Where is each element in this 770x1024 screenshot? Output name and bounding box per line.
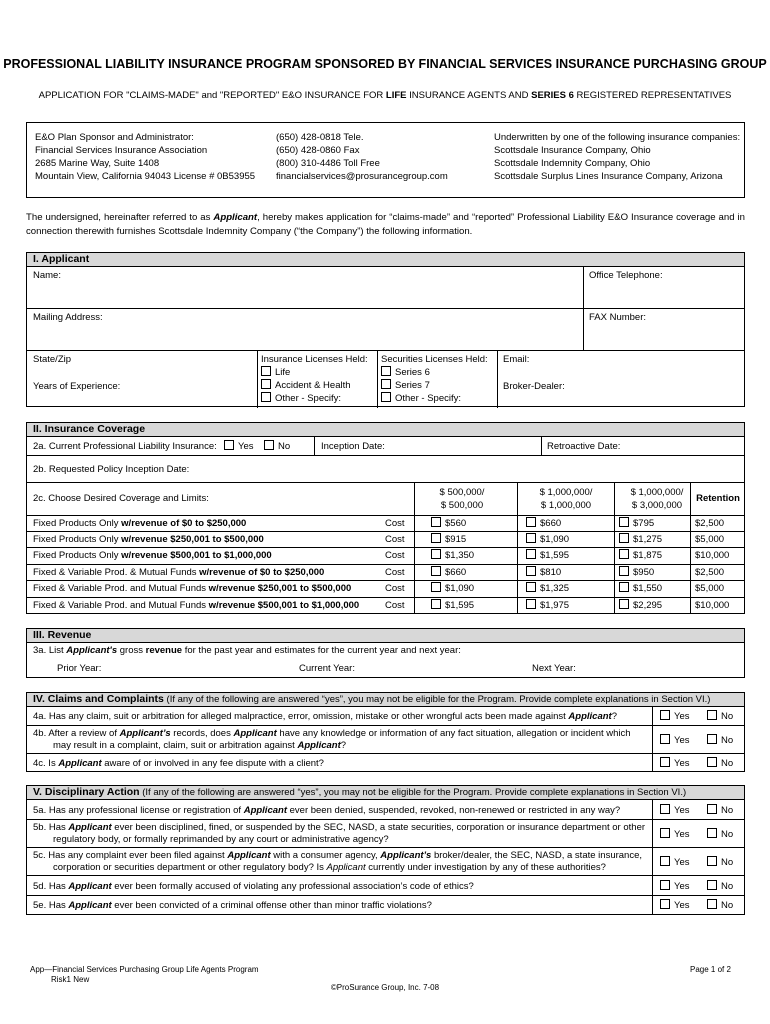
- checkbox[interactable]: [619, 533, 629, 543]
- price-value: $660: [540, 518, 562, 529]
- yes-option[interactable]: [660, 880, 690, 892]
- option-label: No: [721, 857, 734, 868]
- section-heading: I. Applicant: [27, 253, 744, 267]
- intro-paragraph: [26, 211, 745, 239]
- price-value: $560: [445, 518, 467, 529]
- checkbox[interactable]: [660, 856, 670, 866]
- question-text: 5d. Has: [33, 881, 69, 892]
- table-row: [27, 516, 744, 532]
- question-text: records, does: [170, 728, 234, 739]
- price-value: $950: [633, 567, 655, 578]
- retention-value: $10,000: [695, 600, 730, 611]
- question-4a: [33, 710, 617, 723]
- table-row: [27, 581, 744, 598]
- option-label: Yes: [674, 829, 690, 840]
- question-text: ever been formally accused of violating any professional association’s code of ethics?: [111, 881, 474, 892]
- no-option[interactable]: [707, 804, 733, 816]
- checkbox[interactable]: [526, 549, 536, 559]
- section-claims: [26, 692, 745, 772]
- question-text: ever been disciplined, fined, or suspended by the SEC, NASD, a state securities, corporation or insurance department or other: [111, 822, 646, 833]
- current-insurance-yes[interactable]: [224, 440, 254, 453]
- no-option[interactable]: [707, 710, 733, 722]
- row-label-revenue: w/revenue $500,001 to $1,000,000: [121, 550, 272, 561]
- yes-option[interactable]: [660, 804, 690, 816]
- checkbox[interactable]: [619, 517, 629, 527]
- mailing-row: [27, 309, 744, 351]
- question-row: [27, 848, 744, 876]
- price-option[interactable]: [431, 549, 474, 562]
- row-label-revenue: w/revenue $500,001 to $1,000,000: [208, 600, 360, 611]
- yes-option[interactable]: [660, 710, 690, 722]
- footer-page-number: Page 1 of 2: [690, 965, 731, 974]
- question-text: aware of or involved in any fee dispute with a client?: [101, 758, 324, 769]
- question-applicant: Applicant: [297, 740, 341, 751]
- limit-500k-header: [422, 486, 502, 512]
- checkbox[interactable]: [526, 599, 536, 609]
- section-coverage: [26, 422, 745, 614]
- price-value: $1,350: [445, 550, 475, 561]
- question-5a: [33, 804, 620, 817]
- price-value: $915: [445, 534, 467, 545]
- price-option[interactable]: [526, 582, 569, 595]
- checkbox[interactable]: [526, 566, 536, 576]
- name-field[interactable]: Name:: [33, 270, 61, 281]
- table-row: [27, 548, 744, 565]
- limit-3m-header: [617, 486, 697, 512]
- checkbox[interactable]: [431, 533, 441, 543]
- row-label: [33, 599, 359, 612]
- row-label: [33, 533, 264, 546]
- checkbox[interactable]: [707, 880, 717, 890]
- option-label: No: [721, 881, 734, 892]
- checkbox[interactable]: [707, 828, 717, 838]
- price-option[interactable]: [619, 517, 654, 530]
- question-text: have any knowledge or information of any fact situation, allegation or incident which: [276, 728, 631, 739]
- inception-date-field[interactable]: Inception Date:: [321, 441, 385, 452]
- checkbox[interactable]: [224, 440, 234, 450]
- section-heading: [27, 786, 744, 800]
- current-insurance-row: [27, 437, 744, 456]
- checkbox[interactable]: [707, 734, 717, 744]
- checkbox[interactable]: [660, 804, 670, 814]
- section-heading: III. Revenue: [27, 629, 744, 643]
- question-text: with a consumer agency,: [270, 850, 381, 861]
- price-option[interactable]: [526, 566, 561, 579]
- price-option[interactable]: [619, 549, 662, 562]
- license-other-option[interactable]: [261, 392, 341, 405]
- cost-label: Cost: [385, 583, 405, 594]
- price-value: $1,275: [633, 534, 663, 545]
- state-zip-field[interactable]: State/Zip: [33, 354, 72, 365]
- limits-header-row: [27, 483, 744, 516]
- price-value: $1,090: [445, 583, 475, 594]
- page-title: PROFESSIONAL LIABILITY INSURANCE PROGRAM SPONSORED BY FINANCIAL SERVICES INSURANCE PURCHASING GROUP: [3, 57, 767, 71]
- subtitle-life: LIFE: [385, 90, 407, 101]
- current-insurance-label: 2a. Current Professional Liability Insurance:: [33, 441, 217, 452]
- current-year-field[interactable]: Current Year:: [299, 663, 355, 674]
- question-text: 5b. Has: [33, 822, 69, 833]
- checkbox[interactable]: [264, 440, 274, 450]
- price-value: $660: [445, 567, 467, 578]
- question-text: ever been convicted of a criminal offense other than minor traffic violations?: [111, 900, 432, 911]
- question-5c-cont: [53, 861, 606, 874]
- checkbox[interactable]: [431, 582, 441, 592]
- question-row: [27, 707, 744, 726]
- sponsor-column: [35, 131, 255, 183]
- question-text: 5a. Has any professional license or registration of: [33, 805, 244, 816]
- office-telephone-field[interactable]: Office Telephone:: [589, 270, 663, 281]
- revenue-question: [33, 644, 461, 657]
- requested-inception-row: [27, 456, 744, 483]
- option-label: Yes: [674, 857, 690, 868]
- section-disciplinary: [26, 785, 745, 915]
- checkbox[interactable]: [707, 757, 717, 767]
- no-option[interactable]: [707, 856, 733, 868]
- option-label: No: [721, 735, 734, 746]
- section-heading: II. Insurance Coverage: [27, 423, 744, 437]
- contact-email[interactable]: financialservices@prosurancegroup.com: [276, 171, 448, 182]
- price-option[interactable]: [526, 599, 569, 612]
- question-applicant: Applicant: [68, 822, 112, 833]
- no-option[interactable]: [707, 828, 733, 840]
- limit-text: $ 3,000,000: [631, 500, 683, 511]
- section-heading: [27, 693, 744, 707]
- table-row: [27, 532, 744, 548]
- row-label: [33, 582, 351, 595]
- price-option[interactable]: [619, 582, 662, 595]
- subtitle-text: REGISTERED REPRESENTATIVES: [573, 90, 732, 101]
- requested-inception-field[interactable]: 2b. Requested Policy Inception Date:: [33, 464, 190, 475]
- option-label: No: [721, 711, 734, 722]
- question-applicant: Applicant: [326, 862, 366, 873]
- license-life-option[interactable]: [261, 366, 290, 379]
- price-value: $1,875: [633, 550, 663, 561]
- price-option[interactable]: [431, 599, 474, 612]
- option-label: Series 7: [395, 380, 430, 391]
- question-applicant: Applicant: [68, 881, 112, 892]
- section-applicant: [26, 252, 745, 407]
- question-applicant: Applicant's: [66, 645, 118, 656]
- question-applicant: Applicant: [568, 711, 612, 722]
- checkbox[interactable]: [619, 566, 629, 576]
- checkbox[interactable]: [261, 379, 271, 389]
- checkbox[interactable]: [619, 599, 629, 609]
- checkbox[interactable]: [619, 549, 629, 559]
- checkbox[interactable]: [431, 599, 441, 609]
- years-experience-field[interactable]: Years of Experience:: [33, 381, 121, 392]
- row-label: [33, 566, 324, 579]
- retention-value: $2,500: [695, 567, 725, 578]
- cost-label: Cost: [385, 534, 405, 545]
- table-row: [27, 565, 744, 581]
- row-label-text: Fixed & Variable Prod. and Mutual Funds: [33, 583, 209, 594]
- no-option[interactable]: [707, 899, 733, 911]
- securities-other-option[interactable]: [381, 392, 461, 405]
- question-text: 4a. Has any claim, suit or arbitration for alleged malpractice, error, omission, mistake or other wrongful acts been made against: [33, 711, 569, 722]
- contact-line: (800) 310-4486 Toll Free: [276, 158, 380, 169]
- prior-year-field[interactable]: Prior Year:: [57, 663, 102, 674]
- checkbox[interactable]: [660, 899, 670, 909]
- underwriter-line: Scottsdale Insurance Company, Ohio: [494, 145, 651, 156]
- row-label-revenue: w/revenue of $0 to $250,000: [121, 518, 247, 529]
- question-applicant: Applicant: [233, 728, 277, 739]
- checkbox[interactable]: [619, 582, 629, 592]
- question-text: 5e. Has: [33, 900, 69, 911]
- page-subtitle: [0, 90, 770, 101]
- price-option[interactable]: [526, 533, 569, 546]
- checkbox[interactable]: [261, 392, 271, 402]
- intro-applicant: Applicant: [213, 212, 258, 223]
- cost-label: Cost: [385, 600, 405, 611]
- contact-line: (650) 428-0860 Fax: [276, 145, 360, 156]
- row-label-revenue: w/revenue of $0 to $250,000: [199, 567, 325, 578]
- row-label-text: Fixed Products Only: [33, 518, 122, 529]
- checkbox[interactable]: [707, 899, 717, 909]
- question-5b-cont: regulatory body, or formally reprimanded by any court or administrative agency?: [53, 834, 389, 845]
- question-text: broker/dealer, the SEC, NASD, a state insurance,: [431, 850, 643, 861]
- sponsor-line: Financial Services Insurance Association: [35, 145, 208, 156]
- checkbox[interactable]: [707, 710, 717, 720]
- contact-line: (650) 428-0818 Tele.: [276, 132, 364, 143]
- option-label: No: [721, 805, 734, 816]
- option-label: Accident & Health: [275, 380, 351, 391]
- subtitle-series6: SERIES 6: [531, 90, 574, 101]
- question-row: [27, 820, 744, 848]
- price-value: $810: [540, 567, 562, 578]
- option-label: No: [721, 829, 734, 840]
- retention-value: $5,000: [695, 583, 725, 594]
- underwriter-line: Scottsdale Indemnity Company, Ohio: [494, 158, 651, 169]
- retention-value: $5,000: [695, 534, 725, 545]
- price-value: $1,550: [633, 583, 663, 594]
- section-revenue: [26, 628, 745, 678]
- question-applicant: Applicant’s: [119, 728, 171, 739]
- question-row: [27, 876, 744, 896]
- checkbox[interactable]: [431, 566, 441, 576]
- heading-text: IV. Claims and Complaints: [33, 693, 164, 705]
- cost-label: Cost: [385, 567, 405, 578]
- retroactive-date-field[interactable]: Retroactive Date:: [547, 441, 621, 452]
- option-label: No: [278, 441, 291, 452]
- question-text: 4c. Is: [33, 758, 59, 769]
- sponsor-line: E&O Plan Sponsor and Administrator:: [35, 132, 194, 143]
- option-label: Yes: [674, 881, 690, 892]
- sponsor-line: Mountain View, California 94043 License # 0B53955: [35, 171, 256, 182]
- table-row: [27, 598, 744, 614]
- next-year-field[interactable]: Next Year:: [532, 663, 576, 674]
- cost-label: Cost: [385, 518, 405, 529]
- coverage-limits-label: 2c. Choose Desired Coverage and Limits:: [33, 493, 209, 504]
- row-label: [33, 549, 272, 562]
- price-value: $795: [633, 518, 655, 529]
- question-revenue: revenue: [145, 645, 183, 656]
- intro-text: , hereby makes application for “claims-made” and “reported” Professional Liability E&O Insurance coverage and in connection therewith furnishes Scottsdale Indemnity Company (“the Company”) the following information.: [26, 212, 746, 237]
- retention-header: Retention: [696, 493, 740, 504]
- checkbox[interactable]: [431, 517, 441, 527]
- retention-value: $10,000: [695, 550, 730, 561]
- question-row: [27, 754, 744, 772]
- price-value: $1,595: [540, 550, 570, 561]
- row-label-text: Fixed & Variable Prod. and Mutual Funds: [33, 600, 209, 611]
- checkbox[interactable]: [526, 517, 536, 527]
- yes-option[interactable]: [660, 856, 690, 868]
- question-4c: [33, 757, 324, 770]
- subtitle-text: APPLICATION FOR "CLAIMS-MADE" and "REPORTED" E&O INSURANCE FOR: [38, 90, 386, 101]
- heading-note: (If any of the following are answered “yes”, you may not be eligible for the Program. Provide complete explanations in Section VI.): [163, 694, 711, 705]
- question-text: 4b. After a review of: [33, 728, 120, 739]
- no-option[interactable]: [707, 734, 733, 746]
- retention-value: $2,500: [695, 518, 725, 529]
- sponsor-info-box: [26, 122, 745, 198]
- fax-number-field[interactable]: FAX Number:: [589, 312, 647, 323]
- option-label: Yes: [674, 758, 690, 769]
- question-text: gross: [117, 645, 146, 656]
- row-label-text: Fixed Products Only: [33, 534, 122, 545]
- no-option[interactable]: [707, 880, 733, 892]
- row-label-text: Fixed & Variable Prod. & Mutual Funds: [33, 567, 200, 578]
- limit-text: $ 1,000,000/: [630, 487, 684, 498]
- question-applicant: Applicant: [227, 850, 271, 861]
- mailing-address-field[interactable]: Mailing Address:: [33, 312, 103, 323]
- price-option[interactable]: [526, 517, 561, 530]
- row-label-revenue: w/revenue $250,001 to $500,000: [208, 583, 352, 594]
- subtitle-text: INSURANCE AGENTS AND: [406, 90, 532, 101]
- question-5e: [33, 899, 432, 912]
- option-label: Yes: [674, 735, 690, 746]
- question-text: ?: [611, 711, 617, 722]
- email-field[interactable]: Email:: [503, 354, 530, 365]
- option-label: Life: [275, 367, 291, 378]
- broker-dealer-field[interactable]: Broker-Dealer:: [503, 381, 565, 392]
- checkbox[interactable]: [526, 533, 536, 543]
- row-label-text: Fixed Products Only: [33, 550, 122, 561]
- checkbox[interactable]: [660, 734, 670, 744]
- name-row: [27, 267, 744, 309]
- heading-text: V. Disciplinary Action: [33, 786, 140, 798]
- securities-licenses-label: Securities Licenses Held:: [381, 354, 488, 365]
- checkbox[interactable]: [431, 549, 441, 559]
- price-option[interactable]: [431, 566, 466, 579]
- option-label: Other - Specify:: [275, 393, 341, 404]
- question-row: [27, 726, 744, 754]
- price-value: $2,295: [633, 600, 663, 611]
- yes-option[interactable]: [660, 734, 690, 746]
- license-ah-option[interactable]: [261, 379, 351, 392]
- price-option[interactable]: [619, 599, 662, 612]
- price-value: $1,090: [540, 534, 570, 545]
- checkbox[interactable]: [660, 828, 670, 838]
- footer-program: App—Financial Services Purchasing Group Life Agents Program: [30, 965, 259, 974]
- price-option[interactable]: [619, 533, 662, 546]
- checkbox[interactable]: [660, 710, 670, 720]
- question-text: corporation or securities department or other regulatory body? Is: [53, 862, 327, 873]
- yes-option[interactable]: [660, 757, 690, 769]
- checkbox[interactable]: [526, 582, 536, 592]
- question-text: ever been denied, suspended, revoked, non-renewed or restricted in any way?: [286, 805, 621, 816]
- question-applicant: Applicant: [58, 758, 102, 769]
- option-label: Other - Specify:: [395, 393, 461, 404]
- series7-option[interactable]: [381, 379, 430, 392]
- limit-text: $ 1,000,000: [540, 500, 592, 511]
- price-value: $1,595: [445, 600, 475, 611]
- option-label: Yes: [674, 805, 690, 816]
- option-label: No: [721, 900, 734, 911]
- price-option[interactable]: [431, 517, 466, 530]
- intro-text: The undersigned, hereinafter referred to as: [26, 212, 214, 223]
- limit-1m-header: [521, 486, 611, 512]
- price-option[interactable]: [619, 566, 654, 579]
- checkbox[interactable]: [660, 757, 670, 767]
- licenses-row: [27, 351, 744, 408]
- yes-option[interactable]: [660, 899, 690, 911]
- insurance-licenses-label: Insurance Licenses Held:: [261, 354, 368, 365]
- option-label: No: [721, 758, 734, 769]
- footer-copyright: ©ProSurance Group, Inc. 7-08: [330, 983, 440, 992]
- series6-option[interactable]: [381, 366, 430, 379]
- question-text: for the past year and estimates for the current year and next year:: [182, 645, 461, 656]
- current-insurance-no[interactable]: [264, 440, 290, 453]
- footer-form-code: Risk1 New: [51, 975, 90, 984]
- price-option[interactable]: [526, 549, 569, 562]
- limit-text: $ 1,000,000/: [539, 487, 593, 498]
- yes-option[interactable]: [660, 828, 690, 840]
- question-text: 5c. Has any complaint ever been filed against: [33, 850, 228, 861]
- price-option[interactable]: [431, 533, 466, 546]
- checkbox[interactable]: [261, 366, 271, 376]
- question-applicant: Applicant: [68, 900, 112, 911]
- question-4b-cont: [53, 739, 346, 752]
- option-label: Series 6: [395, 367, 430, 378]
- limit-text: $ 500,000/: [439, 487, 485, 498]
- no-option[interactable]: [707, 757, 733, 769]
- checkbox[interactable]: [707, 856, 717, 866]
- option-label: Yes: [674, 711, 690, 722]
- question-row: [27, 800, 744, 820]
- price-value: $1,325: [540, 583, 570, 594]
- limit-text: $ 500,000: [440, 500, 484, 511]
- checkbox[interactable]: [381, 392, 391, 402]
- price-option[interactable]: [431, 582, 474, 595]
- contact-column: [276, 131, 448, 183]
- sponsor-line: 2685 Marine Way, Suite 1408: [35, 158, 160, 169]
- row-label: [33, 517, 246, 530]
- checkbox[interactable]: [381, 379, 391, 389]
- underwriter-column: [494, 131, 740, 183]
- question-text: 3a. List: [33, 645, 67, 656]
- question-text: may result in a complaint, claim, suit or arbitration against: [53, 740, 298, 751]
- checkbox[interactable]: [381, 366, 391, 376]
- question-text: currently under investigation by any of these authorities?: [365, 862, 606, 873]
- checkbox[interactable]: [707, 804, 717, 814]
- row-label-revenue: w/revenue $250,001 to $500,000: [121, 534, 264, 545]
- underwriter-line: Underwritten by one of the following insurance companies:: [494, 132, 741, 143]
- cost-label: Cost: [385, 550, 405, 561]
- question-applicant: Applicant’s: [380, 850, 432, 861]
- question-5d: [33, 880, 474, 893]
- option-label: Yes: [238, 441, 254, 452]
- price-value: $1,975: [540, 600, 570, 611]
- question-row: [27, 896, 744, 915]
- question-applicant: Applicant: [243, 805, 287, 816]
- option-label: Yes: [674, 900, 690, 911]
- underwriter-line: Scottsdale Surplus Lines Insurance Company, Arizona: [494, 171, 723, 182]
- question-text: ?: [340, 740, 347, 751]
- heading-note: (If any of the following are answered “yes”, you may not be eligible for the Program. Provide complete explanations in Section VI.): [139, 787, 687, 798]
- checkbox[interactable]: [660, 880, 670, 890]
